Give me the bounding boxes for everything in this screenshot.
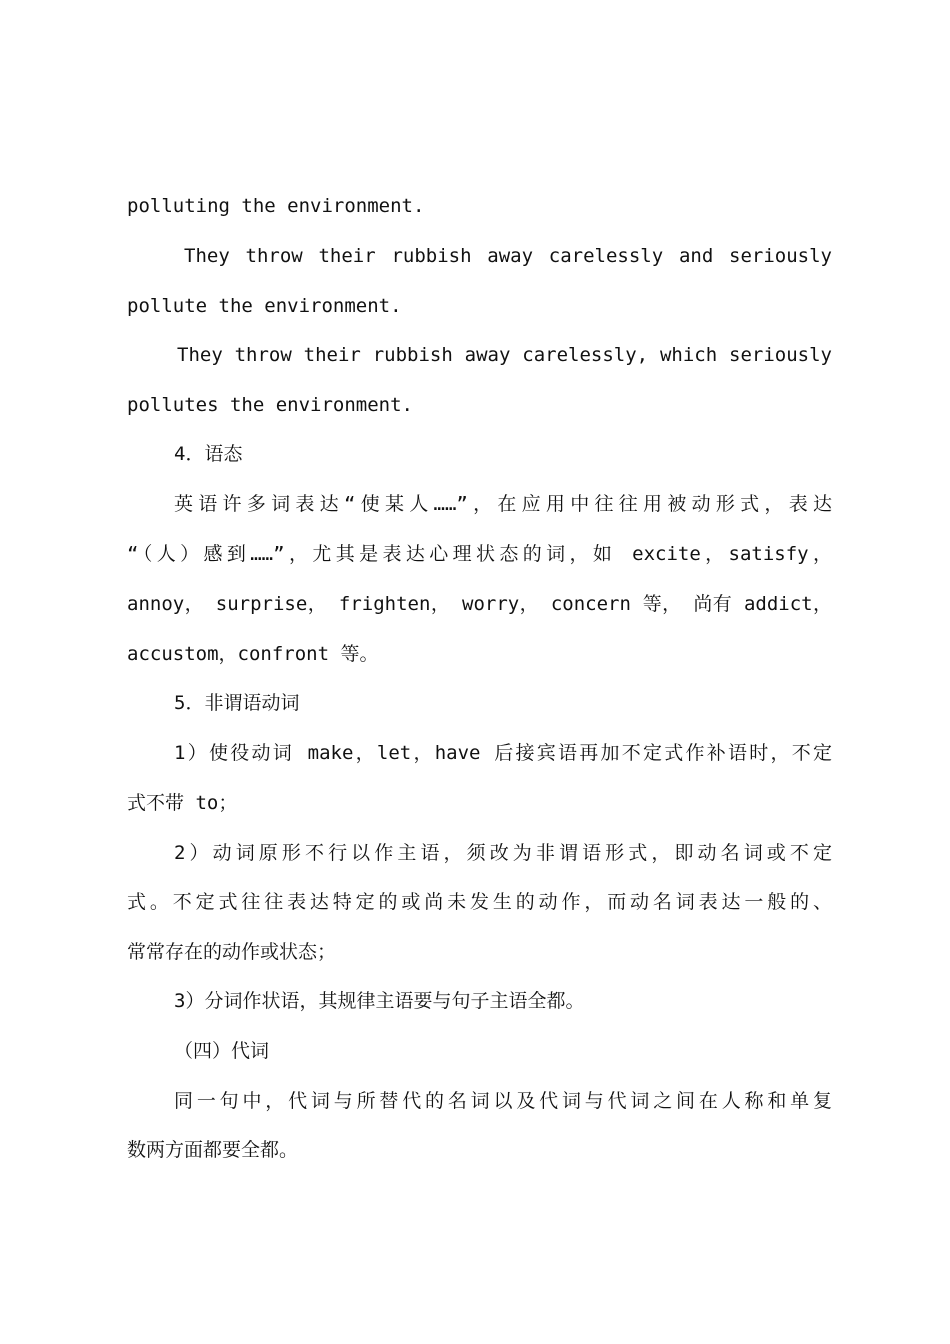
text-line: 数两方面都要全都。	[127, 1139, 299, 1161]
section-heading: 4．语态	[174, 443, 243, 465]
text-line: 常常存在的动作或状态；	[127, 941, 337, 963]
text-line: 式不带 to；	[127, 792, 238, 814]
text-line: 2）动词原形不行以作主语，须改为非谓语形式，即动名词或不定	[174, 842, 832, 864]
text-line: 3）分词作状语，其规律主语要与句子主语全都。	[174, 990, 585, 1012]
text-line: They throw their rubbish away carelessly, which seriously	[177, 344, 832, 366]
section-heading: （四）代词	[174, 1040, 270, 1062]
text-line: 式。不定式往往表达特定的或尚未发生的动作，而动名词表达一般的、	[127, 891, 832, 913]
text-line: They throw their rubbish away carelessly and seriously	[184, 245, 832, 267]
text-line: “（人）感到……”，尤其是表达心理状态的词，如 excite，satisfy，	[127, 543, 832, 565]
text-line: 1）使役动词 make，let，have 后接宾语再加不定式作补语时，不定	[174, 742, 832, 764]
text-line: 英语许多词表达“使某人……”，在应用中往往用被动形式，表达	[174, 493, 832, 515]
section-heading: 5．非谓语动词	[174, 692, 300, 714]
text-line: pollute the environment.	[127, 295, 402, 317]
text-line: accustom，confront 等。	[127, 643, 379, 665]
text-line: polluting the environment.	[127, 195, 425, 217]
text-line: pollutes the environment.	[127, 394, 413, 416]
text-line: 同一句中，代词与所替代的名词以及代词与代词之间在人称和单复	[174, 1090, 832, 1112]
text-line: annoy， surprise， frighten， worry， concern 等， 尚有 addict，	[127, 593, 832, 615]
